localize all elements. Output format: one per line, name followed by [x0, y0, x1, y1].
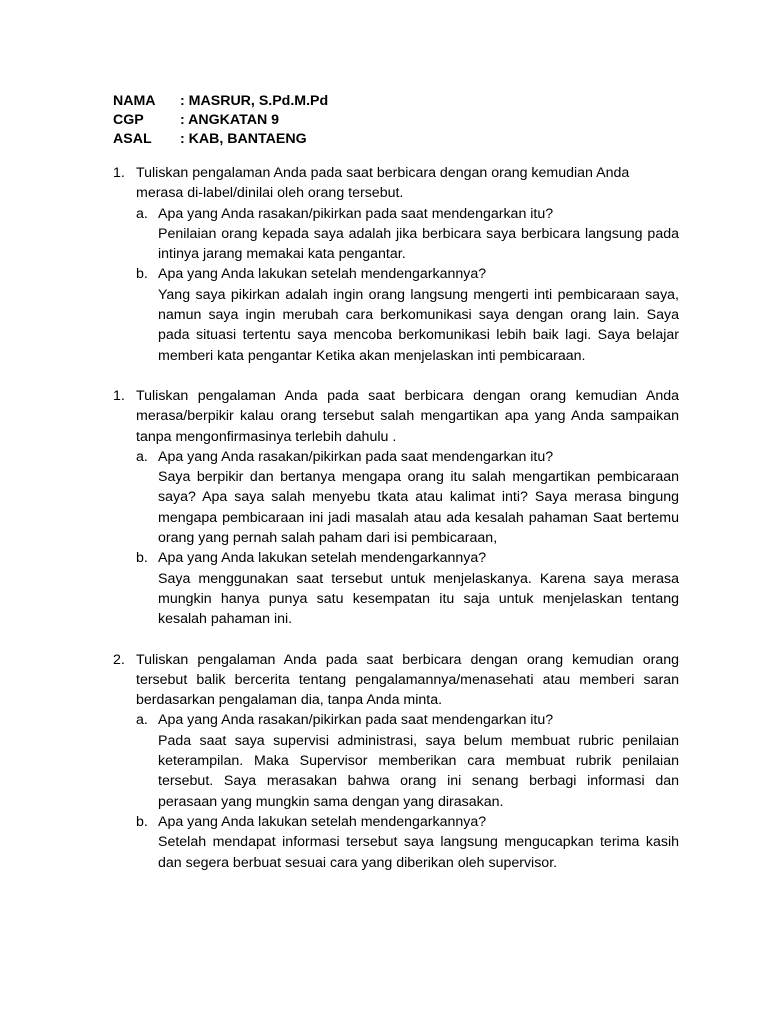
sub-question-a — [136, 204, 679, 224]
sub-prompt: Apa yang Anda rasakan/pikirkan pada saat mendengarkan itu? — [158, 448, 554, 465]
answer-text: Saya berpikir dan bertanya mengapa orang itu salah mengartikan pembicaraan saya? Apa saya salah menyebu tkata atau kalimat inti? Saya merasa bingung mengapa pembicaraan ini jadi masalah atau ada kesalah pahaman Saat bertemu orang yang pernah salah paham dari isi pembicaraan, — [158, 469, 679, 547]
sub-prompt: Apa yang Anda rasakan/pikirkan pada saat mendengarkan itu? — [158, 712, 554, 729]
sub-letter: b. — [136, 813, 148, 830]
sub-letter: a. — [136, 448, 148, 465]
sub-letter: a. — [136, 712, 148, 729]
sub-prompt: Apa yang Anda lakukan setelah mendengarkannya? — [158, 813, 487, 830]
answer-text: Yang saya pikirkan adalah ingin orang langsung mengerti inti pembicaraan saya, namun saya ingin merubah cara berkomunikasi saya dengan orang lain. Saya pada situasi tertentu saya mencoba berkomunikasi lebih baik lagi. Saya belajar memberi kata pengantar Ketika akan menjelaskan inti pembicaraan. — [158, 286, 679, 364]
header-row-asal — [113, 130, 679, 149]
question-text: Tuliskan pengalaman Anda pada saat berbicara dengan orang kemudian Anda merasa di-label/dinilai oleh orang tersebut. — [136, 165, 630, 202]
answer-text: Penilaian orang kepada saya adalah jika berbicara saya berbicara langsung pada intinya jarang memakai kata pengantar. — [158, 225, 679, 263]
nama-label: NAMA — [113, 93, 156, 109]
question-item — [113, 650, 679, 873]
question-text: Tuliskan pengalaman Anda pada saat berbicara dengan orang kemudian Anda merasa/berpikir kalau orang tersebut salah mengartikan apa yang Anda sampaikan tanpa mengonfirmasinya terlebih dahulu . — [136, 387, 679, 445]
sub-question-a — [136, 447, 679, 467]
sub-question-b — [136, 812, 679, 832]
question-number: 1. — [113, 387, 125, 404]
cgp-value: : ANGKATAN 9 — [180, 112, 280, 128]
sub-prompt: Apa yang Anda rasakan/pikirkan pada saat mendengarkan itu? — [158, 205, 554, 222]
sub-question-b — [136, 548, 679, 568]
question-text: Tuliskan pengalaman Anda pada saat berbicara dengan orang kemudian orang tersebut balik bercerita tentang pengalamannya/menasehati atau memberi saran berdasarkan pengalaman dia, tanpa Anda minta. — [136, 651, 679, 709]
question-number: 1. — [113, 165, 125, 181]
answer-text: Pada saat saya supervisi administrasi, saya belum membuat rubric penilaian keterampilan. Maka Supervisor memberikan cara membuat rubrik penilaian tersebut. Saya merasakan bahwa orang ini senang berbagi informasi dan perasaan yang mungkin sama dengan yang dirasakan. — [158, 732, 679, 810]
identity-header — [113, 92, 679, 149]
question-section-3 — [113, 650, 679, 873]
asal-value: : KAB, BANTAENG — [180, 131, 307, 147]
sub-letter: a. — [136, 205, 148, 222]
cgp-label: CGP — [113, 112, 144, 128]
asal-label: ASAL — [113, 131, 152, 147]
question-number: 2. — [113, 651, 125, 668]
question-body — [136, 163, 679, 366]
question-item — [113, 386, 679, 630]
question-body — [136, 386, 679, 630]
nama-value: : MASRUR, S.Pd.M.Pd — [180, 93, 329, 109]
sub-prompt: Apa yang Anda lakukan setelah mendengarkannya? — [158, 550, 487, 567]
question-item — [113, 163, 679, 366]
answer-text: Saya menggunakan saat tersebut untuk menjelaskanya. Karena saya merasa mungkin hanya punya satu kesempatan itu saja untuk menjelaskan tentang kesalah pahaman ini. — [158, 570, 679, 628]
sub-letter: b. — [136, 266, 148, 283]
sub-prompt: Apa yang Anda lakukan setelah mendengarkannya? — [158, 266, 487, 283]
sub-question-b — [136, 264, 679, 284]
question-section-2 — [113, 386, 679, 630]
answer-text: Setelah mendapat informasi tersebut saya langsung mengucapkan terima kasih dan segera berbuat sesuai cara yang diberikan oleh supervisor. — [158, 834, 679, 871]
header-row-cgp — [113, 111, 679, 130]
question-section-1 — [113, 163, 679, 366]
sub-letter: b. — [136, 550, 148, 567]
sub-question-a — [136, 710, 679, 730]
document-page — [113, 92, 679, 893]
header-row-nama — [113, 92, 679, 111]
question-body — [136, 650, 679, 873]
